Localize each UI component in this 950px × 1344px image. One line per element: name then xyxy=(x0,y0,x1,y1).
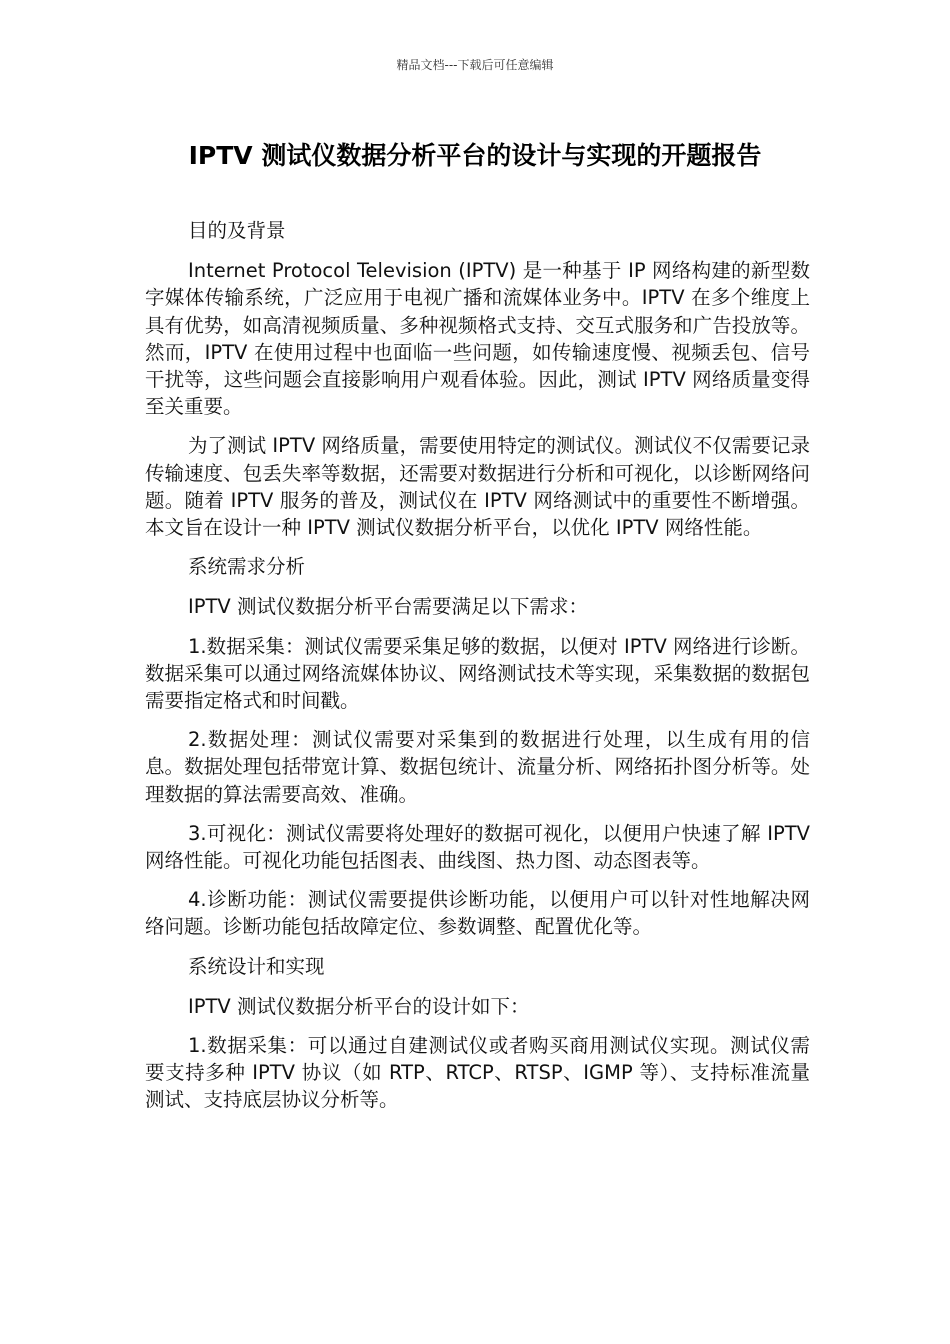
paragraph-requirements-lead: IPTV 测试仪数据分析平台需要满足以下需求： xyxy=(188,595,588,619)
paragraph-tester-purpose: 为了测试 IPTV 网络质量，需要使用特定的测试仪。测试仪不仅需要记录传输速度、包丢失率等数据，还需要对数据进行分析和可视化，以诊断网络问题。随着 IPTV 服务的普及，测试仪在 IPTV 网络测试中的重要性不断增强。本文旨在设计一种 IPTV 测试仪数据分析平台，以优化 IPTV 网络性能。 xyxy=(145,434,810,540)
paragraph-design-collection: 1.数据采集：可以通过自建测试仪或者购买商用测试仪实现。测试仪需要支持多种 IPTV 协议（如 RTP、RTCP、RTSP、IGMP 等）、支持标准流量测试、支持底层协议分析等。 xyxy=(145,1034,810,1112)
paragraph-requirement-diagnosis: 4.诊断功能：测试仪需要提供诊断功能，以便用户可以针对性地解决网络问题。诊断功能包括故障定位、参数调整、配置优化等。 xyxy=(145,888,810,939)
section-heading-background: 目的及背景 xyxy=(188,219,286,242)
paragraph-requirement-processing: 2.数据处理：测试仪需要对采集到的数据进行处理，以生成有用的信息。数据处理包括带宽计算、数据包统计、流量分析、网络拓扑图分析等。处理数据的算法需要高效、准确。 xyxy=(145,728,810,806)
paragraph-iptv-intro: Internet Protocol Television (IPTV) 是一种基于 IP 网络构建的新型数字媒体传输系统，广泛应用于电视广播和流媒体业务中。IPTV 在多个维度上具有优势，如高清视频质量、多种视频格式支持、交互式服务和广告投放等。然而，IPTV 在使用过程中也面临一些问题，如传输速度慢、视频丢包、信号干扰等，这些问题会直接影响用户观看体验。因此，测试 IPTV 网络质量变得至关重要。 xyxy=(145,259,810,419)
paragraph-requirement-visualization: 3.可视化：测试仪需要将处理好的数据可视化，以便用户快速了解 IPTV 网络性能。可视化功能包括图表、曲线图、热力图、动态图表等。 xyxy=(145,821,810,873)
section-heading-requirements: 系统需求分析 xyxy=(188,555,306,579)
document-body xyxy=(145,217,810,1126)
document-title: IPTV 测试仪数据分析平台的设计与实现的开题报告 xyxy=(188,141,762,170)
section-heading-design: 系统设计和实现 xyxy=(188,954,325,978)
page-header: 精品文档---下载后可任意编辑 xyxy=(396,58,554,72)
paragraph-design-lead: IPTV 测试仪数据分析平台的设计如下： xyxy=(188,994,530,1018)
paragraph-requirement-collection: 1.数据采集：测试仪需要采集足够的数据，以便对 IPTV 网络进行诊断。数据采集可以通过网络流媒体协议、网络测试技术等实现，采集数据的数据包需要指定格式和时间戳。 xyxy=(145,634,810,713)
